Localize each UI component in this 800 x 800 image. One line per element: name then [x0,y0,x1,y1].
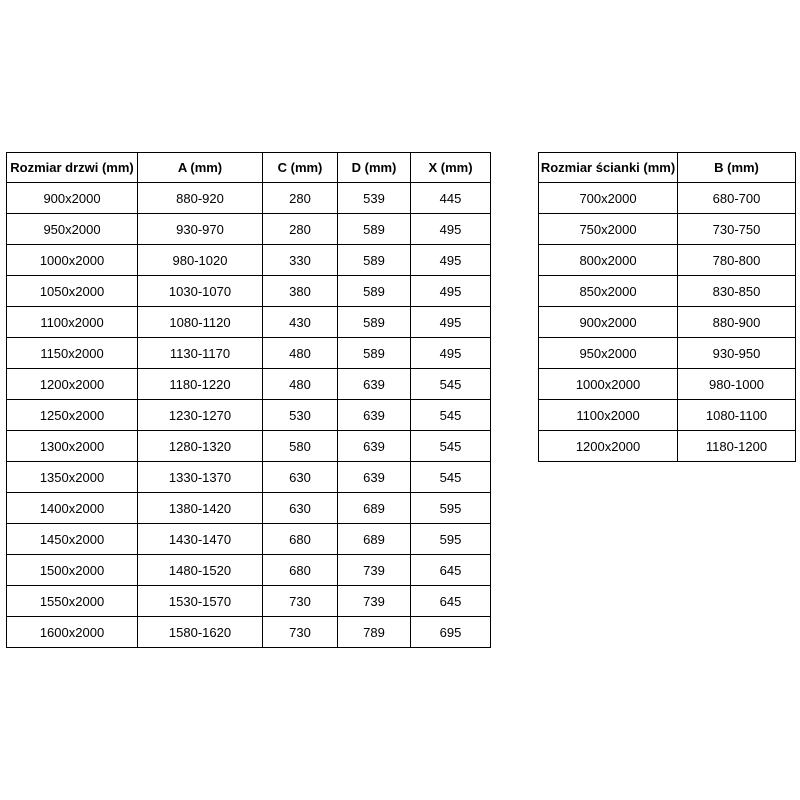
door-sizes-row [7,524,491,555]
door-sizes-cell: 1100x2000 [7,307,138,338]
wall-sizes-header-row [539,153,796,183]
wall-sizes-row [539,338,796,369]
door-sizes-cell: 589 [338,214,411,245]
wall-sizes-row [539,214,796,245]
door-sizes-row [7,369,491,400]
door-sizes-cell: 695 [411,617,491,648]
door-sizes-cell: 689 [338,493,411,524]
door-sizes-cell: 530 [263,400,338,431]
door-sizes-row [7,214,491,245]
wall-sizes-cell: 1180-1200 [678,431,796,462]
wall-sizes-column-header: B (mm) [678,153,796,183]
door-sizes-cell: 380 [263,276,338,307]
door-sizes-cell: 1130-1170 [138,338,263,369]
door-sizes-row [7,307,491,338]
wall-sizes-table-body [539,183,796,462]
wall-sizes-cell: 1200x2000 [539,431,678,462]
door-sizes-cell: 680 [263,555,338,586]
wall-sizes-cell: 950x2000 [539,338,678,369]
wall-sizes-row [539,276,796,307]
door-sizes-cell: 1300x2000 [7,431,138,462]
door-sizes-header-row [7,153,491,183]
door-sizes-cell: 1480-1520 [138,555,263,586]
door-sizes-cell: 1080-1120 [138,307,263,338]
wall-sizes-cell: 980-1000 [678,369,796,400]
door-sizes-cell: 639 [338,462,411,493]
door-sizes-row [7,245,491,276]
door-sizes-column-header: C (mm) [263,153,338,183]
wall-sizes-column-header: Rozmiar ścianki (mm) [539,153,678,183]
door-sizes-row [7,586,491,617]
wall-sizes-row [539,400,796,431]
wall-sizes-row [539,307,796,338]
door-sizes-cell: 1530-1570 [138,586,263,617]
door-sizes-table-header [7,153,491,183]
wall-sizes-table-header [539,153,796,183]
door-sizes-cell: 789 [338,617,411,648]
wall-sizes-cell: 880-900 [678,307,796,338]
door-sizes-cell: 480 [263,369,338,400]
door-sizes-cell: 589 [338,276,411,307]
wall-sizes-cell: 730-750 [678,214,796,245]
door-sizes-row [7,338,491,369]
door-sizes-cell: 495 [411,276,491,307]
door-sizes-row [7,555,491,586]
door-sizes-cell: 1430-1470 [138,524,263,555]
wall-sizes-row [539,431,796,462]
door-sizes-cell: 589 [338,245,411,276]
door-sizes-cell: 880-920 [138,183,263,214]
door-sizes-cell: 645 [411,555,491,586]
door-sizes-cell: 595 [411,493,491,524]
door-sizes-cell: 739 [338,586,411,617]
door-sizes-cell: 280 [263,214,338,245]
wall-sizes-cell: 1080-1100 [678,400,796,431]
door-sizes-cell: 539 [338,183,411,214]
door-sizes-cell: 1230-1270 [138,400,263,431]
door-sizes-cell: 930-970 [138,214,263,245]
door-sizes-cell: 1350x2000 [7,462,138,493]
door-sizes-cell: 1150x2000 [7,338,138,369]
door-sizes-cell: 1550x2000 [7,586,138,617]
door-sizes-cell: 545 [411,462,491,493]
door-sizes-table-body [7,183,491,648]
wall-sizes-cell: 750x2000 [539,214,678,245]
door-sizes-cell: 580 [263,431,338,462]
door-sizes-row [7,431,491,462]
door-sizes-cell: 1400x2000 [7,493,138,524]
door-sizes-cell: 950x2000 [7,214,138,245]
wall-sizes-cell: 900x2000 [539,307,678,338]
door-sizes-cell: 1600x2000 [7,617,138,648]
door-sizes-cell: 545 [411,369,491,400]
wall-sizes-table [538,152,796,462]
wall-sizes-cell: 1100x2000 [539,400,678,431]
wall-sizes-cell: 680-700 [678,183,796,214]
door-sizes-column-header: D (mm) [338,153,411,183]
door-sizes-row [7,400,491,431]
wall-sizes-cell: 850x2000 [539,276,678,307]
door-sizes-cell: 495 [411,338,491,369]
door-sizes-cell: 689 [338,524,411,555]
wall-sizes-cell: 930-950 [678,338,796,369]
door-sizes-cell: 900x2000 [7,183,138,214]
door-sizes-cell: 1200x2000 [7,369,138,400]
door-sizes-cell: 545 [411,400,491,431]
door-sizes-cell: 1250x2000 [7,400,138,431]
door-sizes-cell: 730 [263,617,338,648]
door-sizes-cell: 630 [263,493,338,524]
door-sizes-cell: 495 [411,214,491,245]
door-sizes-cell: 639 [338,369,411,400]
door-sizes-column-header: X (mm) [411,153,491,183]
door-sizes-cell: 1050x2000 [7,276,138,307]
door-sizes-row [7,617,491,648]
door-sizes-cell: 589 [338,307,411,338]
door-sizes-cell: 639 [338,431,411,462]
door-sizes-column-header: Rozmiar drzwi (mm) [7,153,138,183]
wall-sizes-cell: 1000x2000 [539,369,678,400]
door-sizes-cell: 1180-1220 [138,369,263,400]
wall-sizes-cell: 830-850 [678,276,796,307]
door-sizes-cell: 280 [263,183,338,214]
door-sizes-cell: 639 [338,400,411,431]
door-sizes-cell: 730 [263,586,338,617]
wall-sizes-row [539,245,796,276]
door-sizes-cell: 680 [263,524,338,555]
door-sizes-cell: 480 [263,338,338,369]
door-sizes-cell: 330 [263,245,338,276]
door-sizes-cell: 545 [411,431,491,462]
wall-sizes-cell: 800x2000 [539,245,678,276]
door-sizes-cell: 980-1020 [138,245,263,276]
door-sizes-cell: 1450x2000 [7,524,138,555]
door-sizes-cell: 595 [411,524,491,555]
wall-sizes-cell: 700x2000 [539,183,678,214]
door-sizes-table [6,152,491,648]
door-sizes-cell: 1380-1420 [138,493,263,524]
door-sizes-cell: 1000x2000 [7,245,138,276]
door-sizes-cell: 445 [411,183,491,214]
wall-sizes-row [539,369,796,400]
door-sizes-cell: 1030-1070 [138,276,263,307]
door-sizes-cell: 1500x2000 [7,555,138,586]
door-sizes-cell: 739 [338,555,411,586]
door-sizes-row [7,462,491,493]
door-sizes-cell: 1580-1620 [138,617,263,648]
door-sizes-cell: 495 [411,307,491,338]
door-sizes-cell: 495 [411,245,491,276]
door-sizes-cell: 1330-1370 [138,462,263,493]
door-sizes-cell: 630 [263,462,338,493]
door-sizes-cell: 430 [263,307,338,338]
door-sizes-row [7,183,491,214]
wall-sizes-row [539,183,796,214]
door-sizes-cell: 589 [338,338,411,369]
wall-sizes-cell: 780-800 [678,245,796,276]
door-sizes-row [7,493,491,524]
door-sizes-column-header: A (mm) [138,153,263,183]
door-sizes-row [7,276,491,307]
door-sizes-cell: 645 [411,586,491,617]
door-sizes-cell: 1280-1320 [138,431,263,462]
